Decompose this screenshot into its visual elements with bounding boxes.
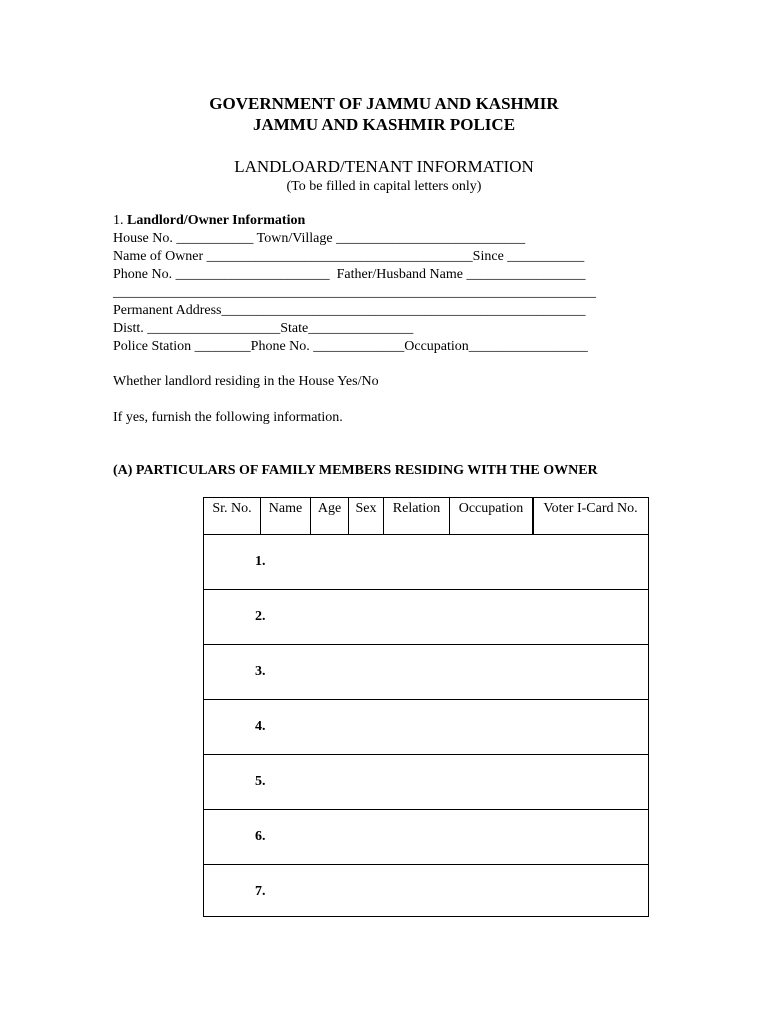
col-divider xyxy=(348,498,349,535)
family-members-table xyxy=(203,497,649,917)
row-number: 4. xyxy=(255,719,266,734)
table-row[interactable] xyxy=(204,865,648,920)
section-number: 1. xyxy=(113,213,127,228)
col-name: Name xyxy=(268,501,303,516)
row-number: 1. xyxy=(255,554,266,569)
government-title: GOVERNMENT OF JAMMU AND KASHMIR xyxy=(209,94,559,113)
col-age: Age xyxy=(317,501,342,516)
section-1-heading xyxy=(113,212,305,230)
residing-question: Whether landlord residing in the House Yes/No xyxy=(113,374,379,389)
row-number: 7. xyxy=(255,884,266,899)
col-relation: Relation xyxy=(392,501,441,516)
form-instruction: (To be filled in capital letters only) xyxy=(286,179,482,194)
table-row[interactable] xyxy=(204,535,648,590)
col-divider xyxy=(449,498,450,535)
row-number: 6. xyxy=(255,829,266,844)
section-a-heading: (A) PARTICULARS OF FAMILY MEMBERS RESIDING WITH THE OWNER xyxy=(113,463,598,478)
district-state-field[interactable]: Distt. ___________________State_______________ xyxy=(113,321,414,336)
table-row[interactable] xyxy=(204,755,648,810)
table-row[interactable] xyxy=(204,645,648,700)
col-divider xyxy=(260,498,261,535)
col-divider xyxy=(310,498,311,535)
col-divider xyxy=(532,498,534,535)
owner-name-field[interactable]: Name of Owner ______________________________________Since ___________ xyxy=(113,249,585,264)
col-occupation: Occupation xyxy=(458,501,524,516)
col-sex: Sex xyxy=(355,501,377,516)
form-title: LANDLOARD/TENANT INFORMATION xyxy=(234,157,534,176)
if-yes-note: If yes, furnish the following information. xyxy=(113,410,343,425)
police-phone-occupation-field[interactable]: Police Station ________Phone No. _____________Occupation_________________ xyxy=(113,339,588,354)
table-row[interactable] xyxy=(204,590,648,645)
table-row[interactable] xyxy=(204,810,648,865)
section-heading-text: Landlord/Owner Information xyxy=(127,213,306,228)
row-number: 5. xyxy=(255,774,266,789)
row-number: 2. xyxy=(255,609,266,624)
house-town-field[interactable]: House No. ___________ Town/Village ___________________________ xyxy=(113,231,526,246)
police-title: JAMMU AND KASHMIR POLICE xyxy=(252,115,516,134)
permanent-address-field[interactable]: Permanent Address____________________________________________________ xyxy=(113,303,586,318)
table-header xyxy=(204,498,648,535)
table-row[interactable] xyxy=(204,700,648,755)
blank-line-field[interactable]: _____________________________________________________________________ xyxy=(113,285,596,300)
col-sr-no: Sr. No. xyxy=(212,501,252,516)
col-voter-card: Voter I-Card No. xyxy=(543,501,638,516)
row-number: 3. xyxy=(255,664,266,679)
col-divider xyxy=(383,498,384,535)
phone-father-field[interactable]: Phone No. ______________________ Father/Husband Name _________________ xyxy=(113,267,586,282)
